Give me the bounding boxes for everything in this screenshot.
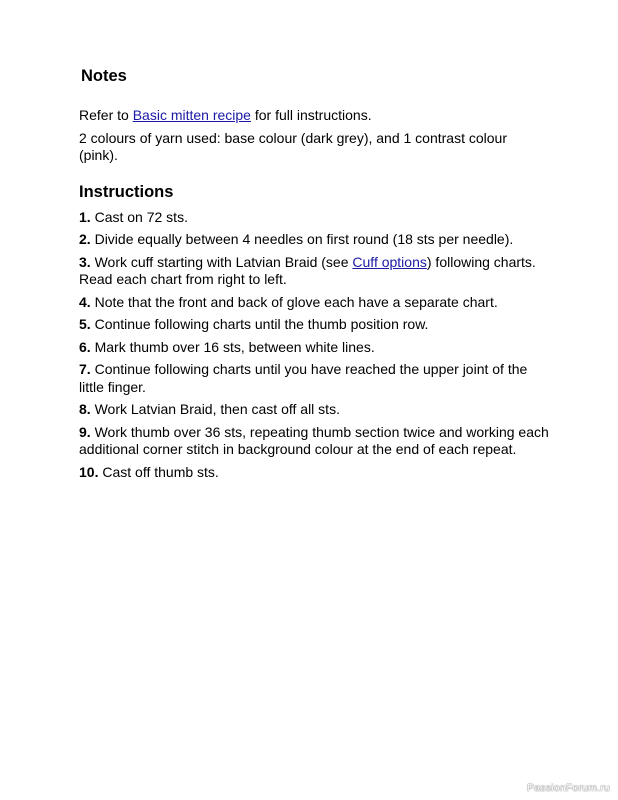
step-text: Work thumb over 36 sts, repeating thumb section twice and working each additional corner stitch in background colour at the end of each repeat. bbox=[79, 423, 549, 457]
notes-line-1 bbox=[79, 107, 549, 125]
step-text-suffix: ) following charts. Read each chart from right to left. bbox=[79, 253, 536, 287]
step-text: Continue following charts until the thumb position row. bbox=[90, 316, 429, 332]
step-number: 5. bbox=[79, 316, 91, 332]
notes-line-1-prefix: Refer to bbox=[79, 107, 133, 123]
step-text-prefix: Work cuff starting with Latvian Braid (see bbox=[90, 253, 353, 270]
step-8 bbox=[79, 401, 549, 419]
step-text: Note that the front and back of glove each have a separate chart. bbox=[90, 293, 498, 310]
step-number: 10. bbox=[79, 463, 99, 480]
step-text: Cast off thumb sts. bbox=[98, 463, 219, 480]
step-number: 9. bbox=[79, 423, 91, 440]
step-5 bbox=[79, 316, 549, 334]
step-text: Cast on 72 sts. bbox=[90, 208, 188, 225]
step-number: 1. bbox=[79, 208, 91, 225]
step-text: Divide equally between 4 needles on first round (18 sts per needle). bbox=[90, 231, 514, 247]
document-page bbox=[79, 66, 549, 486]
step-number: 3. bbox=[79, 253, 91, 270]
step-number: 6. bbox=[79, 338, 91, 355]
step-text: Continue following charts until you have reached the upper joint of the little finger. bbox=[79, 361, 528, 395]
step-9 bbox=[79, 424, 549, 459]
step-2 bbox=[79, 231, 549, 249]
step-6 bbox=[79, 339, 549, 357]
step-number: 2. bbox=[79, 231, 91, 247]
notes-line-1-suffix: for full instructions. bbox=[250, 107, 372, 123]
cuff-options-link[interactable]: Cuff options bbox=[352, 253, 427, 270]
step-10 bbox=[79, 464, 549, 482]
step-3 bbox=[79, 254, 549, 289]
step-number: 4. bbox=[79, 293, 91, 310]
instructions-heading: Instructions bbox=[79, 182, 174, 201]
step-text: Work Latvian Braid, then cast off all sts. bbox=[90, 401, 340, 417]
watermark: PassionForum.ru bbox=[527, 782, 610, 794]
step-1 bbox=[79, 209, 549, 227]
notes-heading: Notes bbox=[81, 67, 127, 85]
step-4 bbox=[79, 294, 549, 312]
step-text: Mark thumb over 16 sts, between white lines. bbox=[90, 338, 375, 355]
step-7 bbox=[79, 361, 549, 396]
notes-line-2: 2 colours of yarn used: base colour (dark grey), and 1 contrast colour (pink). bbox=[79, 129, 507, 163]
step-number: 8. bbox=[79, 401, 91, 417]
instructions-list bbox=[79, 209, 549, 482]
step-number: 7. bbox=[79, 361, 91, 377]
basic-mitten-recipe-link[interactable]: Basic mitten recipe bbox=[132, 107, 251, 123]
notes-body bbox=[79, 107, 549, 165]
